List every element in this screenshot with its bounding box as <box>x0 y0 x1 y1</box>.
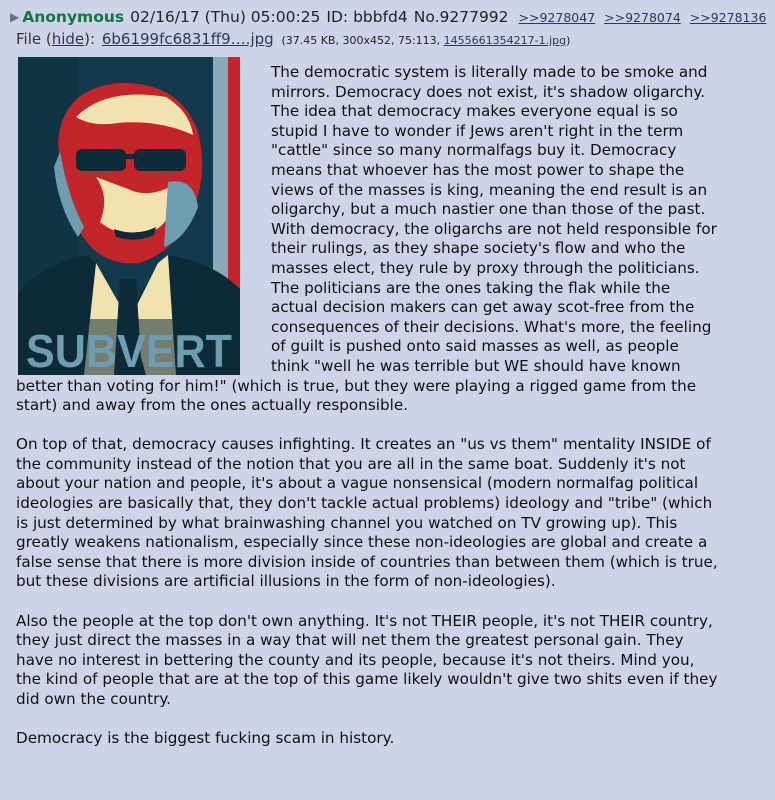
hide-image-link[interactable]: hide <box>51 30 85 48</box>
file-meta-suffix: ) <box>566 34 571 47</box>
poster-caption: SUBVERT <box>26 325 232 377</box>
comment-paragraph-4: Democracy is the biggest fucking scam in history. <box>16 729 395 748</box>
comment-paragraph-1: The democratic system is literally made to be smoke and mirrors. Democracy does not exist, it's shadow oligarchy. The idea that democracy makes everyone equal is so stupid I have to wonder if Jews aren't right in the term "cattle" since so many normalfags buy it. Democracy means that whoever has the most power to shape the views of the masses is king, meaning the end result is an oligarchy, but a much nastier one than those of the past. With democracy, the oligarchs are not held responsible for their rulings, as they shape society's flow and who the masses elect, they rule by proxy through the politicians. The politicians are the ones taking the flak while the actual decision makers can get away scot-free from the consequences of their decisions. What's more, the feeling of guilt is pushed onto said masses as well, as people think "well he was terrible but WE should have known better than voting for him!" (which is true, but they were playing a rigged game from the start) and away from the ones actually responsible. <box>16 63 717 415</box>
file-label-close: ): <box>84 30 96 48</box>
post-header <box>10 6 775 28</box>
poster-name: Anonymous <box>22 8 125 26</box>
poster-id[interactable]: ID: bbbfd4 <box>326 8 408 26</box>
file-name-link[interactable]: 6b6199fc6831ff9….jpg <box>101 30 274 48</box>
file-info <box>16 29 570 49</box>
backlink-3[interactable]: >>9278136 <box>689 10 767 25</box>
file-meta <box>281 34 570 47</box>
original-filename-link[interactable]: 1455661354217-1.jpg <box>443 34 567 47</box>
backlink-1[interactable]: >>9278047 <box>518 10 596 25</box>
post-date: 02/16/17 (Thu) 05:00:25 <box>130 8 321 26</box>
file-meta-prefix: (37.45 KB, 300x452, 75:113, <box>281 34 444 47</box>
post-comment <box>16 63 721 768</box>
backlink-2[interactable]: >>9278074 <box>604 10 681 25</box>
post-number[interactable]: No.9277992 <box>413 8 509 26</box>
file-label: File ( <box>16 30 52 48</box>
post-menu-arrow-icon[interactable]: ▶ <box>10 10 20 24</box>
comment-paragraph-2: On top of that, democracy causes infighting. It creates an "us vs them" mentality INSIDE of the community instead of the notion that you are all in the same boat. Suddenly it's not about your nation and people, it's about a vague nonsensical (modern normalfag political ideologies are basically that, they don't tackle actual problems) ideology and "tribe" (which is just determined by what brainwashing channel you watched on TV growing up). This greatly weakens nationalism, especially since these non-ideologies are global and create a false sense that there is more division inside of countries than between them (which is true, but these divisions are artificial illusions in the form of non-ideologies). <box>16 435 718 591</box>
comment-paragraph-3: Also the people at the top don't own anything. It's not THEIR people, it's not THEIR country, they just direct the masses in a way that will net them the greatest personal gain. They have no interest in bettering the county and its people, because it's not theirs. Mind you, the kind of people that are at the top of this game likely wouldn't give two shits even if they did own the country. <box>16 611 718 708</box>
